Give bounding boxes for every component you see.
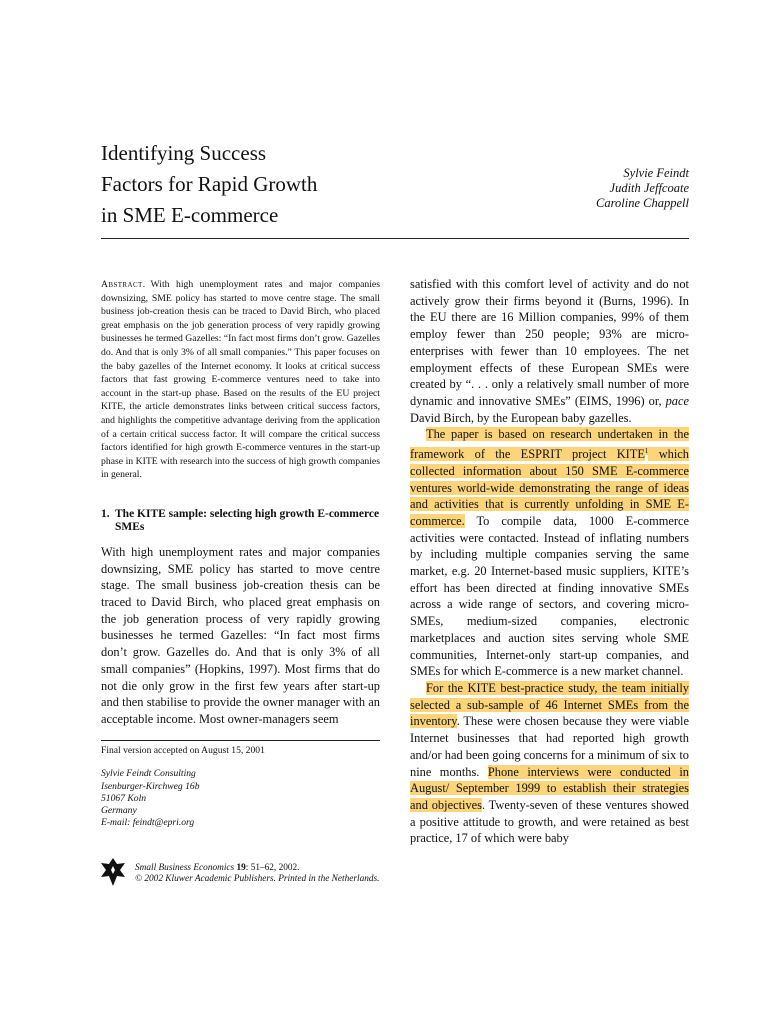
highlighted-text: The paper is based on research undertaken in the framework of the ESPRIT project KITE (410, 427, 689, 462)
footnote (101, 745, 380, 830)
highlighted-text: For the KITE best-practice study, the team initially selected a sub-sample of 46 Internet SMEs from the inventory (410, 681, 689, 729)
paragraph-text: satisfied with this comfort level of activity and do not actively grow their firms beyond it (Burns, 1996). In the EU there are 16 Million companies, 99% of them employ fewer than 250 people; 93% are micro-enterprises with fewer than 10 employees. The net employment effects of these European SMEs were created by “. . . only a relatively small number of more dynamic and innovative SMEs” (EIMS, 1996) or, (410, 277, 689, 408)
footnote-divider (101, 740, 380, 741)
title-divider (101, 238, 689, 239)
copyright-line: © 2002 Kluwer Academic Publishers. Printed in the Netherlands. (135, 874, 380, 884)
section-number: 1. (101, 507, 110, 520)
section-title: The KITE sample: selecting high growth E-commerce SMEs (115, 507, 380, 534)
paragraph-text: . These were chosen because they were viable Internet businesses that had reported high growth and/or had been going concerns for a minimum of six to nine months. (410, 714, 689, 779)
left-column (101, 278, 380, 728)
author-list (596, 166, 689, 211)
citation-block (135, 863, 379, 885)
author-address (101, 768, 380, 829)
accepted-note: Final version accepted on August 15, 2001 (101, 745, 265, 756)
section-heading (101, 508, 380, 535)
abstract-label: Abstract. (101, 279, 146, 290)
title-line-2: Factors for Rapid Growth (101, 172, 318, 196)
page-range: : 51–62, 2002. (245, 863, 300, 873)
title-line-1: Identifying Success (101, 141, 267, 165)
paragraph-text: To compile data, 1000 E-commerce activities were contacted. Instead of inflating numbers by including multiple companies serving the same market, e.g. 20 Internet-based music suppliers, KITE’s effort has been directed at finding innovative SMEs across a wide range of sectors, and covering micro-SMEs, medium-sized companies, electronic marketplaces and auction sites serving whole SME communities, Internet-only start-up companies, and SMEs for which E-commerce is a new market channel. (410, 513, 689, 679)
citation-line (135, 863, 379, 874)
highlighted-text: which collected information about 150 SME E-commerce ventures world-wide demonstrating the range of ideas and activities that is currently unfolding in SME E-commerce. (410, 447, 689, 528)
address-line: Isenburger-Kirchweg 16b (101, 780, 200, 792)
paragraph-kite (410, 426, 689, 680)
footnote-marker: 1 (644, 447, 649, 456)
section-paragraph: With high unemployment rates and major companies downsizing, SME policy has started to move centre stage. The small business job-creation thesis can be traced to David Birch, who placed great emphasis on the job generation process of very rapidly growing businesses he termed Gazelles: “In fact most firms don’t grow. Gazelles do. And that is only 3% of all small companies” (Hopkins, 1997). Most firms that do not die only grow in the first few years after start-up and then stabilise to provide the owner manager with an acceptable income. Most owner-managers seem (101, 544, 380, 726)
paragraph-sample (410, 680, 689, 847)
abstract (101, 278, 380, 482)
volume-number: 19 (236, 863, 246, 873)
paper-title (101, 138, 317, 231)
address-line: 51067 Koln (101, 792, 147, 804)
right-column (410, 276, 689, 847)
journal-name: Small Business Economics (135, 863, 235, 873)
address-line: Sylvie Feindt Consulting (101, 768, 196, 780)
journal-footer (101, 856, 521, 896)
paragraph-text: . Twenty-seven of these ventures showed a positive attitude to growth, and were retained as best practice, 17 of which were baby (410, 797, 689, 846)
author-2: Judith Jeffcoate (609, 181, 689, 195)
author-3: Caroline Chappell (596, 196, 689, 210)
publisher-logo-icon (101, 858, 125, 886)
abstract-text: With high unemployment rates and major companies downsizing, SME policy has started to move centre stage. The small business job-creation thesis can be traced to David Birch, who placed great emphasis on the job generation process of very rapidly growing businesses he termed Gazelles: “In fact most firms don’t grow. Gazelles do. And that is only 3% of all small companies.” This paper focuses on the baby gazelles of the Internet economy. It looks at critical success factors that fast growing E-commerce ventures need to take into account in the start-up phase. Based on the results of the EU project KITE, the article demonstrates links between critical success factors, and highlights the competitive advantage deriving from the application of a certain critical success factor. It will compare the critical success factors identified for high growth E-commerce ventures in the start-up phase in KITE with research into the success of high growth companies in general. (101, 279, 380, 481)
address-line: Germany (101, 805, 137, 817)
italic-word: pace (665, 393, 689, 408)
email-line: E-mail: feindt@epri.org (101, 817, 195, 829)
author-1: Sylvie Feindt (623, 166, 689, 180)
paragraph-continued (410, 276, 689, 426)
paragraph-text: David Birch, by the European baby gazelles. (410, 410, 632, 425)
title-line-3: in SME E-commerce (101, 203, 279, 227)
highlighted-text: Phone interviews were conducted in August/ September 1999 to establish their strategies and objectives (410, 764, 689, 812)
